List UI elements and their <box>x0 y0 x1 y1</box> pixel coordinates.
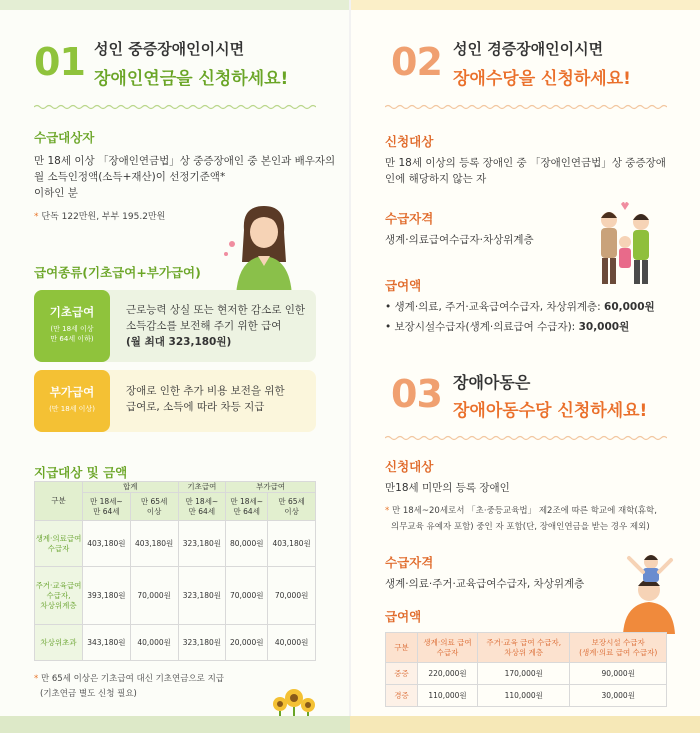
section-number-02: 02 <box>391 40 442 84</box>
section2-title-line1: 성인 경증장애인이시면 <box>453 40 604 58</box>
table-cell: 403,180원 <box>268 521 316 567</box>
table-cell: 323,180원 <box>178 625 226 661</box>
top-bar-right <box>350 0 700 10</box>
target2-heading: 신청대상 <box>385 134 434 149</box>
table-subheader: 만 18세~ 만 64세 <box>226 493 268 521</box>
table-row <box>35 625 316 661</box>
table-cell: 323,180원 <box>178 521 226 567</box>
woman-illustration <box>222 200 306 296</box>
target2-line-2: 인에 해당하지 않는 자 <box>385 173 487 185</box>
table-cell: 30,000원 <box>570 685 667 707</box>
top-bar-left <box>0 0 350 10</box>
table-cell: 343,180원 <box>83 625 131 661</box>
right-panel <box>351 10 700 716</box>
target2-line-1: 만 18세 이상의 등록 장애인 중 「장애인연금법」상 중증장애 <box>385 157 666 169</box>
target3-heading: 신청대상 <box>385 459 434 474</box>
extra-benefit-label: 부가급여 (만 18세 이상) <box>34 370 110 432</box>
table-row-label: 경증 <box>386 685 418 707</box>
basic-benefit-label: 기초급여 (만 18세 이상 만 64세 이하) <box>34 290 110 362</box>
section-title-line2: 장애인연금을 신청하세요! <box>94 69 289 89</box>
footnote-2: (기초연금 별도 신청 필요) <box>40 689 137 699</box>
table-row <box>386 663 667 685</box>
target3-note-1: * 만 18세~20세로서 「초·중등교육법」 제2조에 따른 학교에 재학(휴학, <box>385 506 657 516</box>
basic-benefit-age: (만 18세 이상 만 64세 이하) <box>50 325 94 343</box>
extra-desc-2: 급여로, 소득에 따라 차등 지급 <box>126 401 265 413</box>
target-heading: 수급대상자 <box>34 130 95 145</box>
table-header-basic: 기초급여 <box>178 482 226 493</box>
section-number-01: 01 <box>34 40 85 84</box>
right-benefit-table <box>385 632 667 707</box>
table-cell: 90,000원 <box>570 663 667 685</box>
family-illustration <box>589 198 661 288</box>
basic-max: (월 최대 323,180원) <box>126 336 232 348</box>
table-cell: 170,000원 <box>478 663 570 685</box>
table-subheader: 만 18세~ 만 64세 <box>178 493 226 521</box>
sunflower-illustration <box>270 686 318 718</box>
table-cell: 393,180원 <box>83 567 131 625</box>
section-number-03: 03 <box>391 372 442 416</box>
bottom-bar-left <box>0 716 350 733</box>
target-line-3: 이하인 분 <box>34 187 78 199</box>
table-cell: 110,000원 <box>418 685 478 707</box>
extra-benefit-age: (만 18세 이상) <box>49 405 95 413</box>
table-row-label: 주거·교육급여 수급자, 차상위계층 <box>35 567 83 625</box>
section3-title-line2: 장애아동수당 신청하세요! <box>453 401 648 421</box>
wave-divider <box>34 104 316 110</box>
table-cell: 40,000원 <box>130 625 178 661</box>
target-line-2: 월 소득인정액(소득+재산)이 선정기준액* <box>34 171 226 183</box>
table-subheader: 만 65세 이상 <box>268 493 316 521</box>
table-row-label: 중증 <box>386 663 418 685</box>
table-header: 생계·의료 급여 수급자 <box>418 633 478 663</box>
target-note: * 단독 122만원, 부부 195.2만원 <box>34 212 166 222</box>
section2-title-line2: 장애수당을 신청하세요! <box>453 69 631 89</box>
footnote-1: * 만 65세 이상은 기초급여 대신 기초연금으로 지급 <box>34 674 224 684</box>
qual3-heading: 수급자격 <box>385 555 434 570</box>
left-panel <box>0 10 349 716</box>
table-cell: 220,000원 <box>418 663 478 685</box>
table-cell: 40,000원 <box>268 625 316 661</box>
table-subheader: 만 65세 이상 <box>130 493 178 521</box>
payment-heading: 지급대상 및 금액 <box>34 465 128 480</box>
table-cell: 110,000원 <box>478 685 570 707</box>
table-header: 주거·교육 급여 수급자, 차상위 계층 <box>478 633 570 663</box>
target3-text: 만18세 미만의 등록 장애인 <box>385 482 510 494</box>
table-row <box>35 521 316 567</box>
amount2-line-2: • 보장시설수급자(생계·의료급여 수급자): 30,000원 <box>385 321 630 333</box>
table-cell: 70,000원 <box>130 567 178 625</box>
extra-desc-1: 장애로 인한 추가 비용 보전을 위한 <box>126 385 285 397</box>
section-title-line1: 성인 중증장애인이시면 <box>94 40 245 58</box>
table-cell: 80,000원 <box>226 521 268 567</box>
table-cell: 20,000원 <box>226 625 268 661</box>
target-line-1: 만 18세 이상 「장애인연금법」상 중증장애인 중 본인과 배우자의 <box>34 155 336 167</box>
table-header-extra: 부가급여 <box>226 482 316 493</box>
table-cell: 70,000원 <box>226 567 268 625</box>
left-benefit-table <box>34 481 316 661</box>
table-cell: 70,000원 <box>268 567 316 625</box>
table-cell: 403,180원 <box>83 521 131 567</box>
basic-desc-1: 근로능력 상실 또는 현저한 감소로 인한 <box>126 304 305 316</box>
table-row <box>386 685 667 707</box>
qual2-text: 생계·의료급여수급자·차상위계층 <box>385 234 534 246</box>
table-header-total: 합계 <box>83 482 179 493</box>
table-subheader: 만 18세~ 만 64세 <box>83 493 131 521</box>
table-header: 구분 <box>386 633 418 663</box>
amount3-heading: 급여액 <box>385 609 422 624</box>
section3-title-line1: 장애아동은 <box>453 373 531 392</box>
table-cell: 403,180원 <box>130 521 178 567</box>
table-cell: 323,180원 <box>178 567 226 625</box>
table-row-label: 생계·의료급여 수급자 <box>35 521 83 567</box>
wave-divider-3 <box>385 435 667 441</box>
target3-note-2: 의무교육 유예자 포함) 중인 자 포함(단, 장애인연금을 받는 경우 제외) <box>391 522 650 532</box>
table-row-label: 차상위초과 <box>35 625 83 661</box>
table-row <box>35 567 316 625</box>
basic-desc-2: 소득감소를 보전해 주기 위한 급여 <box>126 320 282 332</box>
amount2-line-1: • 생계·의료, 주거·교육급여수급자, 차상위계층: 60,000원 <box>385 301 655 313</box>
table-header-gubun: 구분 <box>35 482 83 521</box>
qual3-text: 생계·의료·주거·교육급여수급자, 차상위계층 <box>385 578 585 590</box>
amount2-heading: 급여액 <box>385 278 422 293</box>
wave-divider-2 <box>385 104 667 110</box>
parent-child-illustration <box>613 544 683 634</box>
types-heading: 급여종류(기초급여+부가급여) <box>34 265 201 280</box>
qual2-heading: 수급자격 <box>385 211 434 226</box>
bottom-bar-right <box>350 716 700 733</box>
table-header: 보장시설 수급자 (생계·의료 급여 수급자) <box>570 633 667 663</box>
